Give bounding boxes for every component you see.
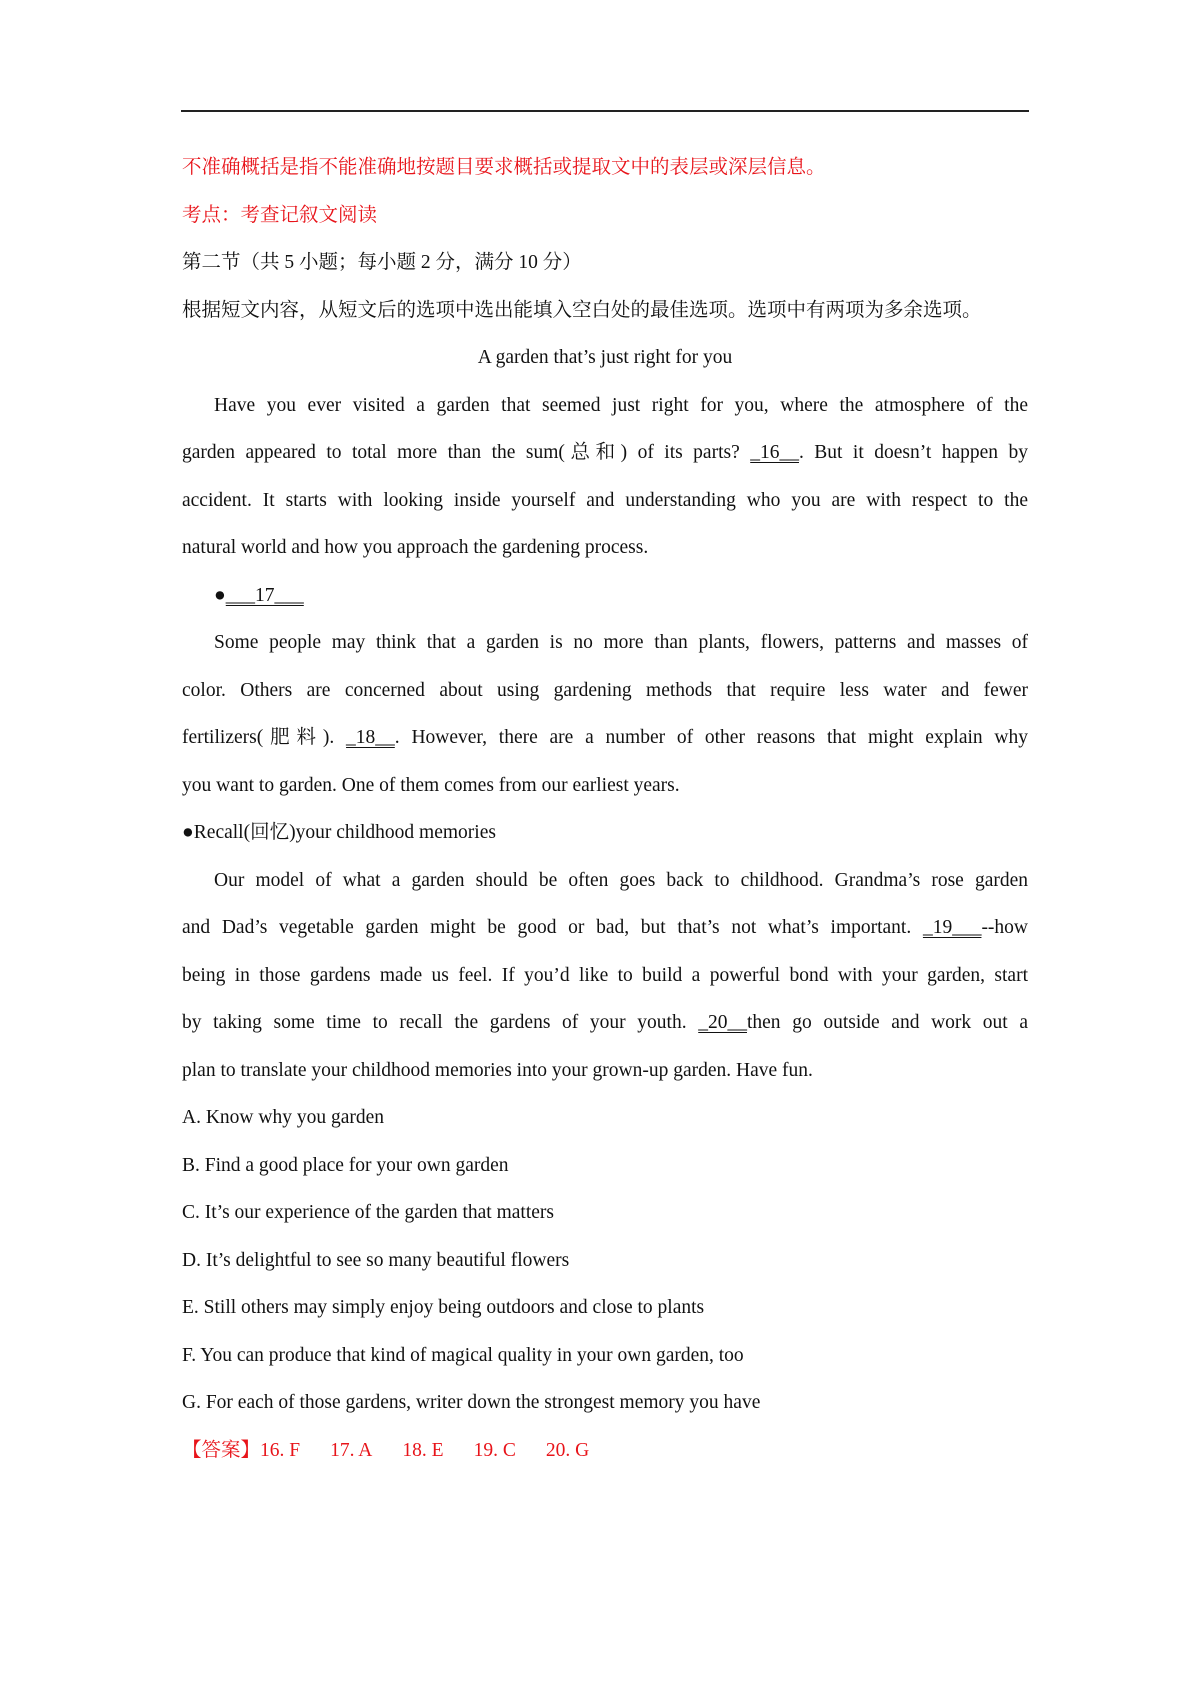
answer-19: 19. C xyxy=(473,1439,516,1461)
option-a: A. Know why you garden xyxy=(182,1107,385,1128)
p3-line1: Our model of what a garden should be often goes back to childhood. Grandma’s rose garden xyxy=(214,869,1028,891)
section-heading: 第二节（共 5 小题；每小题 2 分，满分 10 分） xyxy=(182,252,582,273)
blank-16: _16__ xyxy=(750,442,799,463)
p2-line2: color. Others are concerned about using gardening methods that require less water and fewer xyxy=(182,679,1028,701)
p3-line3: being in those gardens made us feel. If you’d like to build a powerful bond with your garden, start xyxy=(182,964,1028,986)
p3-line4 xyxy=(182,999,1028,1047)
blank-20: _20__ xyxy=(698,1012,747,1033)
p3-line4-text-a: by taking some time to recall the gardens of your youth. xyxy=(182,1012,687,1033)
p2-line1: Some people may think that a garden is no more than plants, flowers, patterns and masses of xyxy=(214,632,1028,653)
p2-line3-text-b: . However, there are a number of other reasons that might explain why xyxy=(394,727,1028,748)
p3-line2-text-b: --how xyxy=(981,917,1028,938)
instruction-text: 根据短文内容，从短文后的选项中选出能填入空白处的最佳选项。选项中有两项为多余选项。 xyxy=(182,299,982,321)
p1-line3: accident. It starts with looking inside yourself and understanding who you are with respect to the xyxy=(182,489,1028,511)
answer-20: 20. G xyxy=(545,1439,590,1461)
answer-label: 【答案】 xyxy=(182,1439,261,1461)
p1-line4: natural world and how you approach the gardening process. xyxy=(182,537,649,558)
option-f: F. You can produce that kind of magical quality in your own garden, too xyxy=(182,1344,744,1366)
p1-line2 xyxy=(182,429,1028,477)
p1-line2-text-b: . But it doesn’t happen by xyxy=(798,442,1028,463)
p2-line3-text-a: fertilizers(肥料). xyxy=(182,727,335,748)
option-e: E. Still others may simply enjoy being outdoors and close to plants xyxy=(182,1297,705,1318)
header-rule xyxy=(181,110,1029,112)
p2-line3 xyxy=(182,714,1028,762)
option-g: G. For each of those gardens, writer down the strongest memory you have xyxy=(182,1392,761,1413)
blank-17: ___17___ xyxy=(225,584,304,606)
heading-17 xyxy=(182,572,1028,620)
kaodian-text: 考点：考查记叙文阅读 xyxy=(182,204,378,226)
document-body xyxy=(182,144,1028,1474)
p2-line4: you want to garden. One of them comes from our earliest years. xyxy=(182,774,680,796)
p3-line2 xyxy=(182,904,1028,952)
p1-line2-text-a: garden appeared to total more than the sum(总和) of its parts? xyxy=(182,442,740,463)
passage-title: A garden that’s just right for you xyxy=(477,347,733,368)
explanation-text: 不准确概括是指不能准确地按题目要求概括或提取文中的表层或深层信息。 xyxy=(182,157,826,178)
p3-line5: plan to translate your childhood memories into your grown-up garden. Have fun. xyxy=(182,1059,813,1081)
answer-18: 18. E xyxy=(402,1439,444,1461)
heading-recall: ●Recall(回忆)your childhood memories xyxy=(182,822,496,843)
option-d: D. It’s delightful to see so many beautiful flowers xyxy=(182,1249,570,1271)
answer-17: 17. A xyxy=(330,1439,373,1461)
p3-line2-text-a: and Dad’s vegetable garden might be good or bad, but that’s not what’s important. xyxy=(182,917,912,938)
p3-line4-text-b: then go outside and work out a xyxy=(746,1012,1028,1033)
option-c: C. It’s our experience of the garden that matters xyxy=(182,1202,554,1223)
bullet-17: ● xyxy=(214,584,226,606)
answer-key xyxy=(182,1427,1028,1475)
option-b: B. Find a good place for your own garden xyxy=(182,1154,509,1176)
blank-19: _19___ xyxy=(922,917,982,938)
answer-16: 16. F xyxy=(260,1439,301,1461)
p1-line1: Have you ever visited a garden that seemed just right for you, where the atmosphere of the xyxy=(214,394,1028,416)
blank-18: _18__ xyxy=(346,727,395,748)
